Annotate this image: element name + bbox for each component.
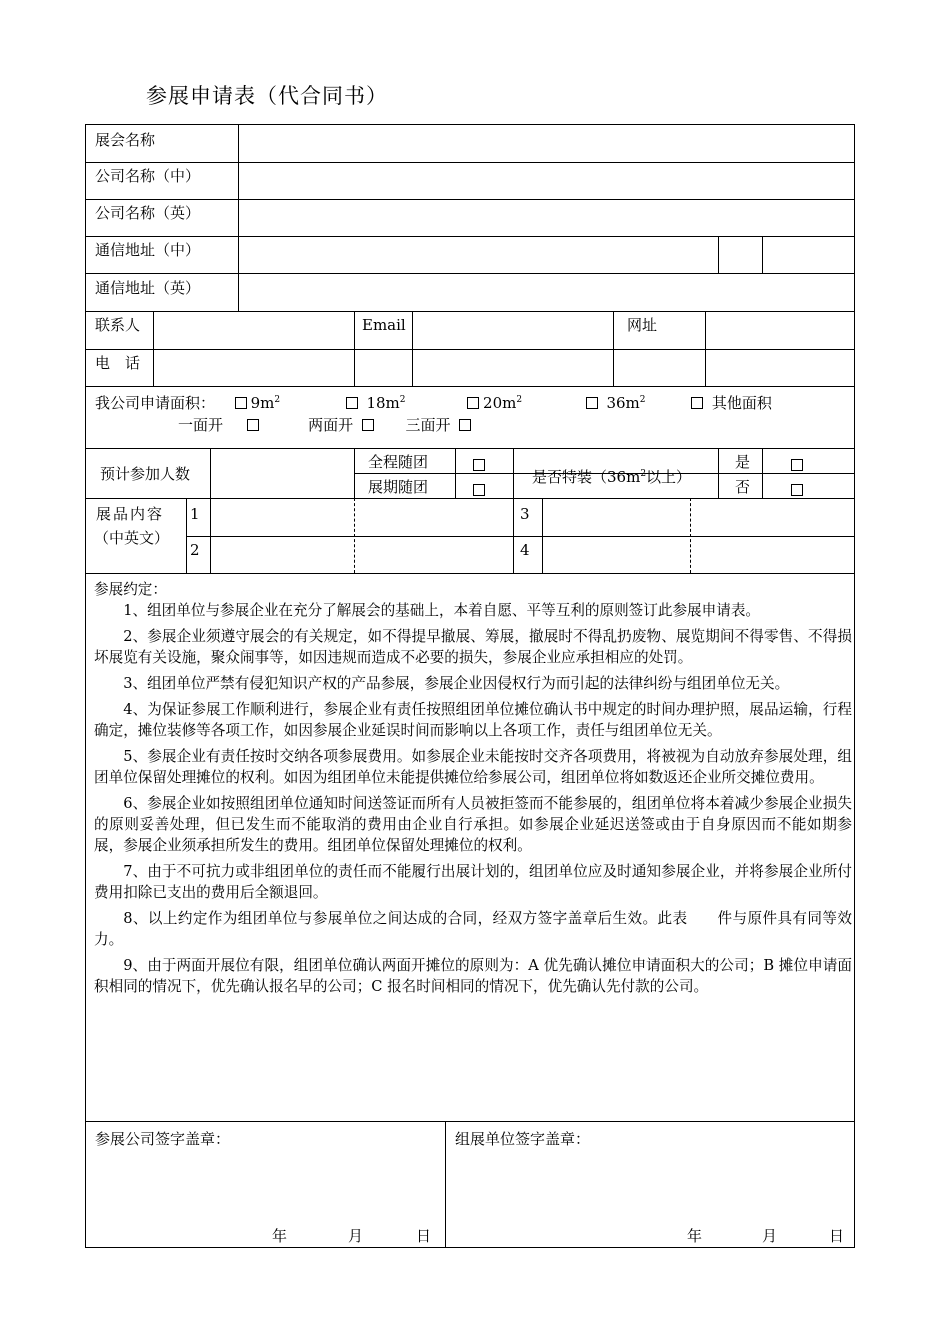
special-yes-checkbox[interactable]: [791, 459, 803, 471]
organizer-date-month: 月: [762, 1227, 778, 1245]
area-row: 我公司申请面积： $9m^2$ $18m^2$ $20m^2$ $36m^2$ 其他面积: [95, 394, 772, 412]
term-item-6: 6、参展企业如按照组团单位通知时间送签证而所有人员被拒签而不能参展的，组团单位将本着减少参展企业损失的原则妥善处理，但已发生而不能取消的费用由企业自行承担。如参展企业延迟送签或由于自身原因而不能如期参展，参展企业须承担所发生的费用。组团单位保留处理摊位的权利。: [94, 795, 852, 854]
two-side-open-checkbox[interactable]: [362, 419, 374, 431]
phone-label: 电 话: [95, 354, 141, 372]
exhibits-label-sub: （中英文）: [94, 529, 170, 547]
exhibit-number-2: 2: [190, 541, 200, 559]
area-36-checkbox[interactable]: [586, 397, 598, 409]
exhibits-label: 展品内容: [96, 505, 165, 523]
exhibit-tour-label: 展期随团: [368, 478, 429, 496]
term-item-4: 4、为保证参展工作顺利进行，参展企业有责任按照组团单位摊位确认书中规定的时间办理护照，展品运输，行程确定，摊位装修等各项工作，如因参展企业延误时间而影响以上各项工作，责任与组团单位无关。: [94, 701, 852, 739]
exhibit-field-2[interactable]: [211, 537, 513, 573]
term-item-1: 1、组团单位与参展企业在充分了解展会的基础上，本着自愿、平等互利的原则签订此参展申请表。: [123, 602, 761, 619]
page-title: 参展申请表（代合同书）: [146, 84, 388, 108]
company-name-cn-field[interactable]: [239, 163, 854, 199]
no-label: 否: [735, 478, 751, 496]
area-20-checkbox[interactable]: [467, 397, 479, 409]
open-sides-row: [178, 416, 475, 434]
area-20-label: 20m: [483, 394, 517, 412]
company-name-cn-label: 公司名称（中）: [95, 167, 201, 185]
exhibitor-signature-label: 参展公司签字盖章：: [95, 1130, 231, 1148]
term-item-7: 7、由于不可抗力或非组团单位的责任而不能履行出展计划的，组团单位应及时通知参展企业，并将参展企业所付费用扣除已支出的费用后全额退回。: [94, 863, 852, 901]
exhibitor-date-year: 年: [272, 1227, 288, 1245]
area-9-label: 9m: [250, 394, 275, 412]
three-side-open-checkbox[interactable]: [459, 419, 471, 431]
company-name-en-label: 公司名称（英）: [95, 204, 201, 222]
contact-label: 联系人: [95, 316, 141, 334]
term-item-2: 2、参展企业须遵守展会的有关规定，如不得提早撤展、筹展，撤展时不得乱扔废物、展览期间不得零售、不得损坏展览有关设施，聚众闹事等，如因违规而造成不必要的损失，参展企业应承担相应的处罚。: [94, 628, 852, 666]
application-form: [85, 124, 855, 1248]
organizer-date-day: 日: [829, 1227, 845, 1245]
exhibitor-signature-area[interactable]: [87, 1151, 444, 1221]
attendance-label: 预计参加人数: [100, 465, 191, 483]
exhibit-number-4: 4: [520, 541, 530, 559]
full-tour-checkbox[interactable]: [473, 459, 485, 471]
area-other-checkbox[interactable]: [691, 397, 703, 409]
area-36-label: 36m: [606, 394, 640, 412]
area-label: 我公司申请面积：: [95, 394, 216, 412]
exhibition-name-label: 展会名称: [95, 131, 156, 149]
area-other-label: 其他面积: [711, 394, 772, 412]
address-cn-field[interactable]: [239, 237, 718, 273]
website-field[interactable]: [706, 312, 854, 349]
exhibit-field-4[interactable]: [543, 537, 854, 573]
area-9-checkbox[interactable]: [235, 397, 247, 409]
area-18-checkbox[interactable]: [346, 397, 358, 409]
term-item-3: 3、组团单位严禁有侵犯知识产权的产品参展，参展企业因侵权行为而引起的法律纠纷与组团单位无关。: [123, 675, 790, 692]
phone-field[interactable]: [154, 350, 354, 386]
full-tour-label: 全程随团: [368, 453, 429, 471]
one-side-open-label: 一面开: [178, 416, 224, 434]
three-side-open-label: 三面开: [405, 416, 451, 434]
company-name-en-field[interactable]: [239, 200, 854, 236]
organizer-date-year: 年: [687, 1227, 703, 1245]
website-label: 网址: [627, 316, 658, 334]
term-item-9: 9、由于两面开展位有限，组团单位确认两面开摊位的原则为：A 优先确认摊位申请面积大的公司；B 摊位申请面积相同的情况下，优先确认报名早的公司；C 报名时间相同的情况下，优先确认先付款的公司。: [94, 957, 852, 995]
exhibition-name-field[interactable]: [239, 125, 854, 162]
contact-field[interactable]: [154, 312, 354, 349]
attendance-field[interactable]: [211, 449, 354, 498]
email-field[interactable]: [413, 312, 613, 349]
term-item-8: 8、以上约定作为组团单位与参展单位之间达成的合同，经双方签字盖章后生效。此表 件与原件具有同等效力。: [94, 910, 852, 948]
exhibitor-date-month: 月: [348, 1227, 364, 1245]
special-build-label: 是否特装（$36m^2$以上）: [532, 468, 692, 486]
one-side-open-checkbox[interactable]: [247, 419, 259, 431]
exhibitor-date-day: 日: [416, 1227, 432, 1245]
address-en-label: 通信地址（英）: [95, 279, 201, 297]
address-cn-label: 通信地址（中）: [95, 241, 201, 259]
two-side-open-label: 两面开: [308, 416, 354, 434]
terms-section: [94, 579, 852, 1002]
address-en-field[interactable]: [239, 274, 854, 311]
area-18-label: 18m: [366, 394, 400, 412]
special-no-checkbox[interactable]: [791, 484, 803, 496]
organizer-signature-label: 组展单位签字盖章：: [455, 1130, 591, 1148]
exhibit-tour-checkbox[interactable]: [473, 484, 485, 496]
exhibit-number-1: 1: [190, 505, 200, 523]
exhibit-field-3[interactable]: [543, 499, 854, 536]
exhibit-number-3: 3: [520, 505, 530, 523]
term-item-5: 5、参展企业有责任按时交纳各项参展费用。如参展企业未能按时交齐各项费用，将被视为自动放弃参展处理，组团单位保留处理摊位的权利。如因为组团单位未能提供摊位给参展公司，组团单位将如数返还企业所交摊位费用。: [94, 748, 852, 786]
exhibit-field-1[interactable]: [211, 499, 513, 536]
yes-label: 是: [735, 453, 751, 471]
organizer-signature-area[interactable]: [446, 1151, 854, 1221]
terms-heading: 参展约定：: [94, 581, 167, 598]
email-label: Email: [362, 316, 406, 334]
